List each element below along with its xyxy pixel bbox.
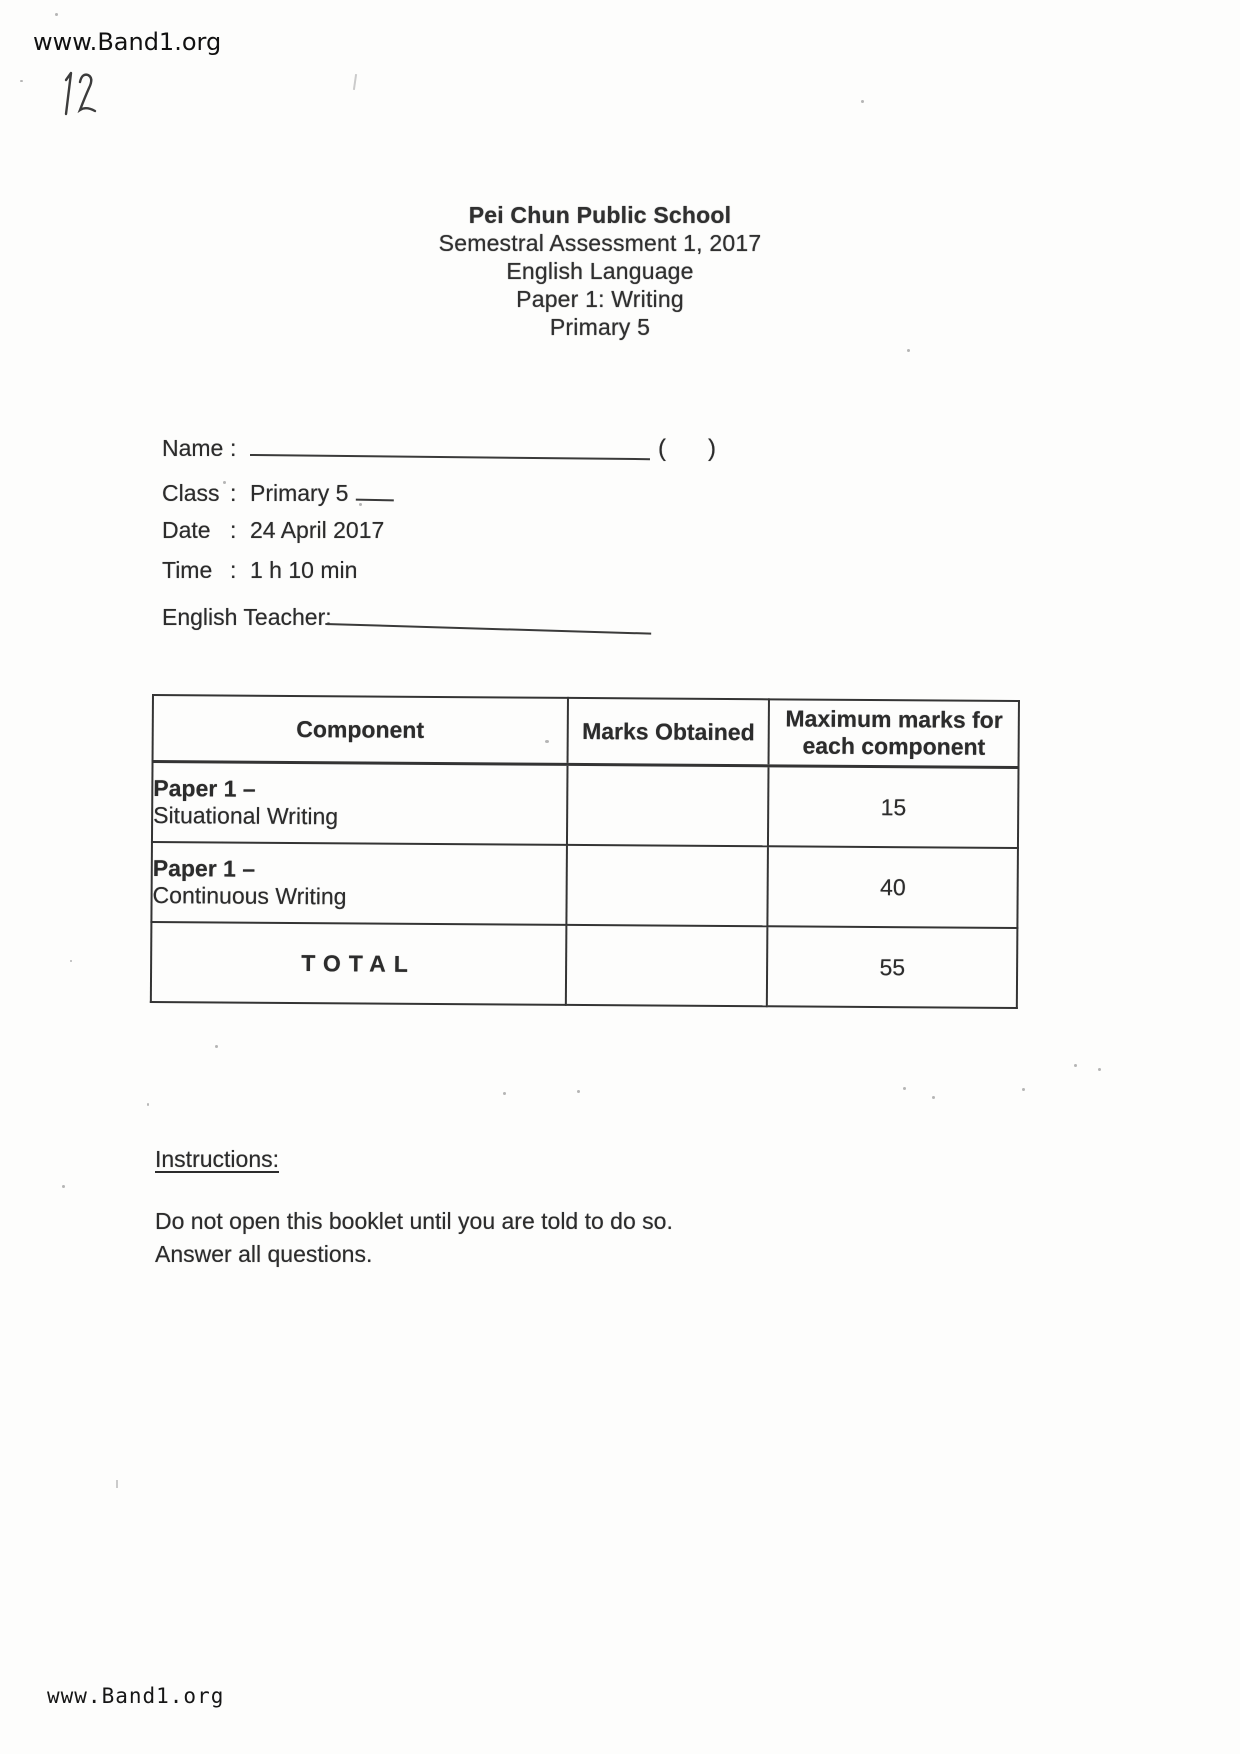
scan-speck [55,13,58,16]
marks-obtained-cell-total [566,925,768,1006]
name-colon: : [230,435,237,461]
component-cell-situational [152,762,567,845]
scan-speck [1022,1088,1025,1091]
level-title: Primary 5 [549,314,651,340]
header-maximum-marks [769,699,1019,767]
date-label: Date [162,517,211,543]
handwritten-page-number [58,70,104,125]
scan-speck [223,481,226,484]
scan-scratch [116,1480,118,1488]
header-component: Component [153,695,568,764]
scan-speck [70,960,72,962]
scan-speck [147,1103,149,1106]
component-line2: Continuous Writing [152,882,347,910]
watermark-top: www.Band1.org [33,28,222,56]
max-marks-cell-situational: 15 [768,766,1018,848]
index-paren-open: ( [658,435,666,462]
scan-speck [861,100,864,103]
watermark-bottom: www.Band1.org [47,1684,225,1708]
class-label: Class [162,480,220,506]
handwritten-12-strokes [58,70,104,120]
scan-speck [503,1092,506,1095]
instructions-heading: Instructions: [155,1146,279,1172]
date-row [162,517,384,544]
marks-table [150,694,1020,1009]
teacher-blank-line [325,601,652,635]
name-row [162,432,716,463]
scan-speck [545,740,549,743]
scan-speck [932,1096,935,1099]
paper-title: Paper 1: Writing [516,286,684,312]
table-row-continuous [151,842,1018,928]
index-paren-close: ) [708,435,716,462]
date-value: 24 April 2017 [250,517,385,543]
name-label: Name [162,435,224,461]
component-line2: Situational Writing [153,802,339,830]
scan-speck [1074,1064,1077,1067]
table-row-total [151,922,1018,1008]
scan-speck [20,80,23,82]
time-label: Time [162,557,213,583]
scan-speck [907,349,910,352]
time-colon: : [230,557,237,583]
scan-speck [577,1090,580,1093]
time-row [162,557,357,584]
header-maximum-marks-line2: each component [802,732,986,760]
date-colon: : [230,517,237,543]
scan-speck [903,1087,906,1090]
max-marks-cell-total: 55 [767,926,1017,1008]
name-blank-line [250,432,650,460]
total-label-cell: TOTAL [151,922,566,1005]
instruction-line-1: Do not open this booklet until you are told to do so. [155,1208,673,1234]
component-line1: Paper 1 – [153,775,256,802]
marks-obtained-cell-continuous [566,845,768,926]
scan-speck [359,503,362,506]
class-blank-line [356,477,394,502]
school-name: Pei Chun Public School [468,202,732,228]
assessment-title: Semestral Assessment 1, 2017 [438,230,762,256]
scan-speck [1098,1068,1101,1071]
class-value: Primary 5 [250,480,349,506]
component-cell-continuous [151,842,566,925]
marks-obtained-cell-situational [567,764,769,846]
time-value: 1 h 10 min [250,557,358,583]
component-line1: Paper 1 – [152,855,256,882]
scan-speck [215,1045,218,1048]
marks-table-header-row [153,695,1019,768]
scan-speck [62,1185,65,1188]
max-marks-cell-continuous: 40 [768,846,1018,928]
table-row-situational [152,762,1019,849]
subject-title: English Language [506,258,694,284]
scan-scratch [353,74,357,90]
header-maximum-marks-line1: Maximum marks for [785,705,1003,733]
title-block [330,201,870,341]
header-marks-obtained: Marks Obtained [567,698,769,766]
instruction-line-2: Answer all questions. [155,1241,373,1267]
teacher-row [162,601,652,631]
teacher-label: English Teacher: [162,604,332,630]
class-colon: : [230,480,237,506]
